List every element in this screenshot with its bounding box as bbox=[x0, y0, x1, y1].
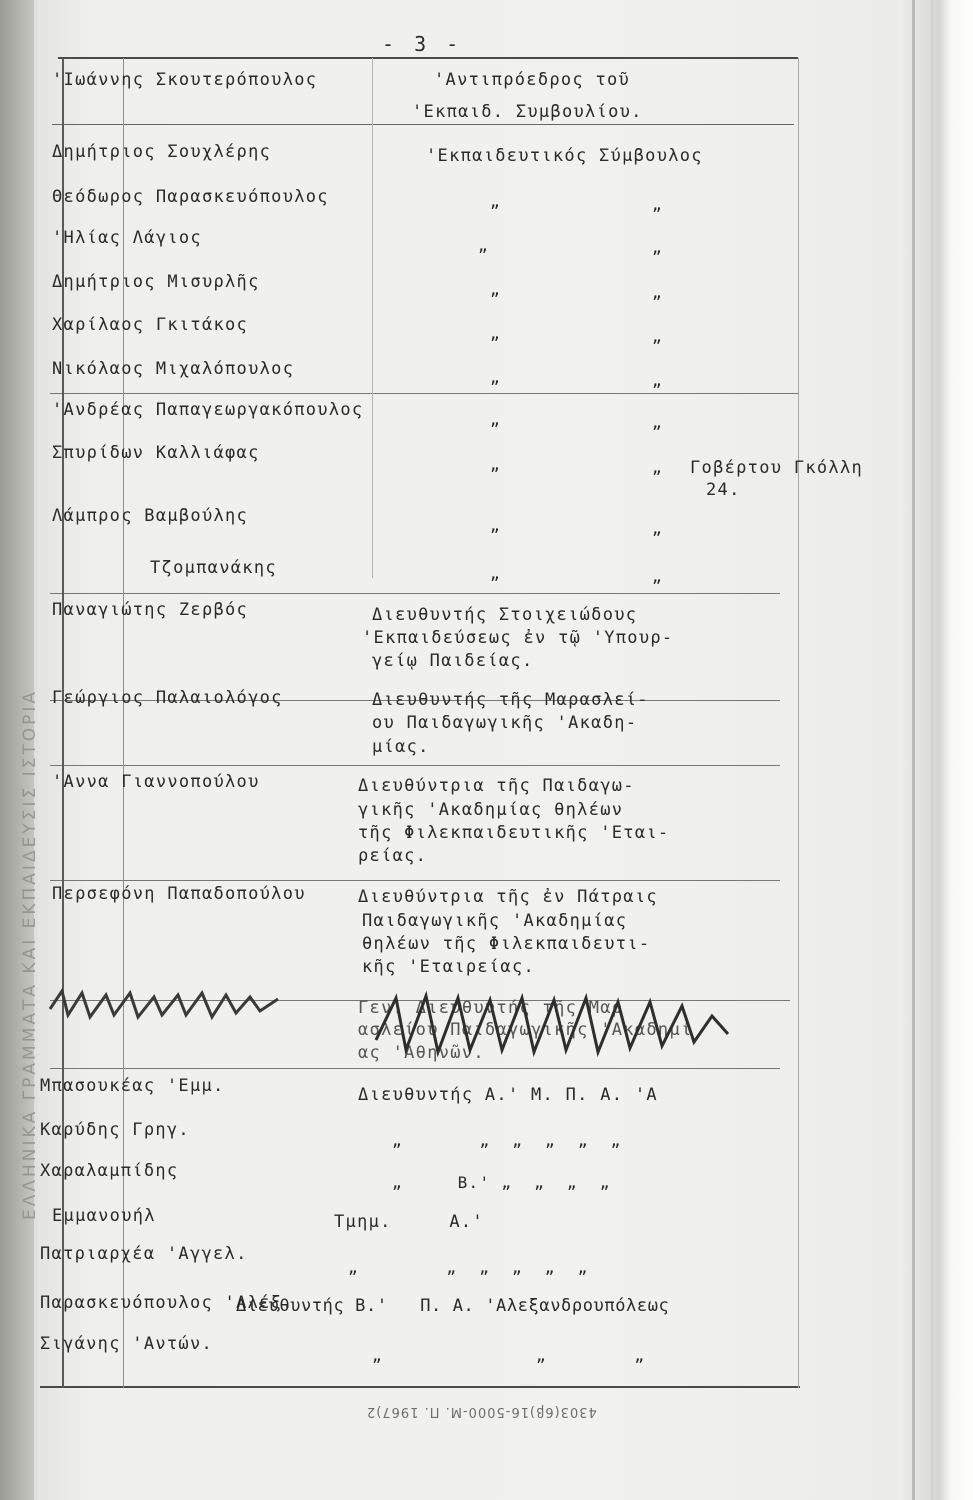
ditto-mark: „ bbox=[490, 280, 501, 299]
person-title-line: 'Αντιπρόεδρος τοῦ bbox=[434, 70, 631, 90]
ditto-mark: „ bbox=[490, 192, 501, 211]
ditto-row: „ „ „ „ „ „ bbox=[348, 1258, 589, 1277]
crossed-out-name-scribble bbox=[46, 985, 286, 1025]
ditto-mark: „ bbox=[490, 455, 501, 474]
person-title-line: Παιδαγωγικῆς 'Ακαδημίας bbox=[362, 911, 628, 931]
person-name: Νικόλαος Μιχαλόπουλος bbox=[52, 359, 295, 379]
person-title-line: ρείας. bbox=[358, 846, 428, 866]
printer-imprint: 4303(6β)16-5000-Μ. Π. 1967)2 bbox=[366, 1404, 597, 1419]
person-name: Χαραλαμπίδης bbox=[40, 1161, 179, 1181]
top-rule bbox=[58, 57, 798, 59]
ditto-mark: „ bbox=[490, 516, 501, 535]
person-name: 'Ηλίας Λάγιος bbox=[52, 228, 202, 248]
ditto-mark: „ bbox=[652, 238, 663, 257]
ditto-mark: „ bbox=[652, 327, 663, 346]
ditto-row: „ „ „ bbox=[372, 1346, 646, 1365]
ditto-row: „ Β.' „ „ „ „ bbox=[392, 1173, 611, 1192]
ditto-row: „ „ „ „ „ „ bbox=[392, 1131, 622, 1150]
person-name: 'Αννα Γιαννοπούλου bbox=[52, 772, 260, 792]
person-name: Σπυρίδων Καλλιάφας bbox=[52, 443, 260, 463]
name-column-rule bbox=[123, 58, 124, 1388]
rule-after-row-13 bbox=[50, 765, 780, 766]
ditto-mark: „ bbox=[652, 283, 663, 302]
rule-after-row-14 bbox=[50, 880, 780, 881]
rule-after-row-7 bbox=[50, 393, 798, 394]
person-name: Χαρίλαος Γκιτάκος bbox=[52, 315, 249, 335]
person-title-line: μίας. bbox=[372, 737, 430, 757]
person-title-line: τῆς Φιλεκπαιδευτικῆς 'Εται- bbox=[358, 823, 670, 843]
ditto-mark: „ bbox=[652, 371, 663, 390]
rule-after-row-16 bbox=[50, 1068, 780, 1069]
title-column-rule bbox=[372, 58, 373, 578]
person-name: Πατριαρχέα 'Αγγελ. bbox=[40, 1244, 248, 1264]
person-name: 'Ανδρέας Παπαγεωργακόπουλος bbox=[52, 400, 364, 420]
address-line: 24. bbox=[706, 480, 741, 500]
person-title-line: ου Παιδαγωγικῆς 'Ακαδη- bbox=[372, 713, 638, 733]
ditto-mark: „ bbox=[652, 567, 663, 586]
ditto-mark: „ bbox=[652, 458, 663, 477]
person-title-line: Γεν. Διευθυντής τῆς Μαρ bbox=[358, 998, 624, 1018]
person-title-line: Διευθύντρια τῆς ἐν Πάτραις bbox=[358, 887, 658, 907]
left-column-rule bbox=[62, 58, 64, 1388]
person-name: Λάμπρος Βαμβούλης bbox=[52, 506, 249, 526]
person-title-line: θηλέων τῆς Φιλεκπαιδευτι- bbox=[362, 934, 651, 954]
address-column-rule bbox=[798, 58, 799, 1388]
person-name: Θεόδωρος Παρασκευόπουλος bbox=[52, 187, 329, 207]
ditto-mark: „ bbox=[490, 368, 501, 387]
person-title-line: γικῆς 'Ακαδημίας θηλέων bbox=[358, 800, 624, 820]
spine-text: ΕΛΛΗΝΙΚΑ ΓΡΑΜΜΑΤΑ ΚΑΙ ΕΚΠΑΙΔΕΥΣΙΣ ΙΣΤΟΡΙΑ bbox=[20, 688, 40, 1220]
ditto-mark: „ bbox=[490, 410, 501, 429]
page-edge bbox=[912, 0, 915, 1500]
person-name: 'Ιωάννης Σκουτερόπουλος bbox=[52, 70, 318, 90]
person-title-line: ας 'Αθηνῶν. bbox=[358, 1043, 485, 1063]
person-title-line: Διευθυντής Στοιχειώδους bbox=[372, 605, 638, 625]
ditto-mark: „ bbox=[652, 195, 663, 214]
person-title-line: Διευθυντής Α.' Μ. Π. Α. 'Α bbox=[358, 1085, 658, 1105]
bottom-rule bbox=[40, 1386, 800, 1388]
person-name: Εμμανουήλ bbox=[52, 1206, 156, 1226]
person-name: Παναγιώτης Ζερβός bbox=[52, 600, 249, 620]
person-name: Περσεφόνη Παπαδοπούλου bbox=[52, 884, 306, 904]
ditto-mark: „ bbox=[652, 413, 663, 432]
page-number: - 3 - bbox=[382, 32, 463, 56]
address-line: Γοβέρτου Γκόλλη bbox=[690, 458, 864, 478]
rule-after-row-1 bbox=[52, 124, 794, 125]
person-title-line: 'Εκπαιδ. Συμβουλίου. bbox=[412, 102, 643, 122]
person-name: Καρύδης Γρηγ. bbox=[40, 1120, 190, 1140]
ditto-mark: „ bbox=[478, 236, 489, 255]
person-title-line: Διευθυντής τῆς Μαρασλεί- bbox=[372, 690, 649, 710]
person-title-line: κῆς 'Εταιρείας. bbox=[362, 957, 536, 977]
person-title-line: ασλείου Παιδαγωγικῆς 'Ακαδημί bbox=[358, 1020, 693, 1040]
ditto-mark: „ bbox=[652, 519, 663, 538]
person-name: Δημήτριος Σουχλέρης bbox=[52, 142, 272, 162]
person-name: Γεώργιος Παλαιολόγος bbox=[52, 688, 283, 708]
ditto-mark: „ bbox=[490, 324, 501, 343]
person-title-line: 'Εκπαιδευτικός Σύμβουλος bbox=[426, 146, 703, 166]
person-title-line: Διευθυντής Β.' Π. Α. 'Αλεξανδρουπόλεως bbox=[236, 1296, 670, 1316]
person-title-line: γείῳ Παιδείας. bbox=[372, 651, 534, 671]
person-name: Δημήτριος Μισυρλῆς bbox=[52, 272, 260, 292]
ditto-mark: „ bbox=[490, 564, 501, 583]
person-title-line: Τμημ. Α.' bbox=[334, 1212, 484, 1232]
person-name: Τζομπανάκης bbox=[150, 558, 277, 578]
person-name: Σιγάνης 'Αντών. bbox=[40, 1334, 214, 1354]
person-name: Παρασκευόπουλος 'Αλέξ. bbox=[40, 1293, 294, 1313]
person-title-line: 'Εκπαιδεύσεως ἐν τῷ 'Υπουρ- bbox=[362, 628, 674, 648]
crossed-out-title-scribble bbox=[372, 990, 732, 1060]
person-name: Μπασουκέας 'Εμμ. bbox=[40, 1076, 225, 1096]
person-title-line: Διευθύντρια τῆς Παιδαγω- bbox=[358, 776, 635, 796]
rule-after-row-11 bbox=[50, 593, 780, 594]
page-edge-secondary bbox=[931, 0, 933, 1500]
